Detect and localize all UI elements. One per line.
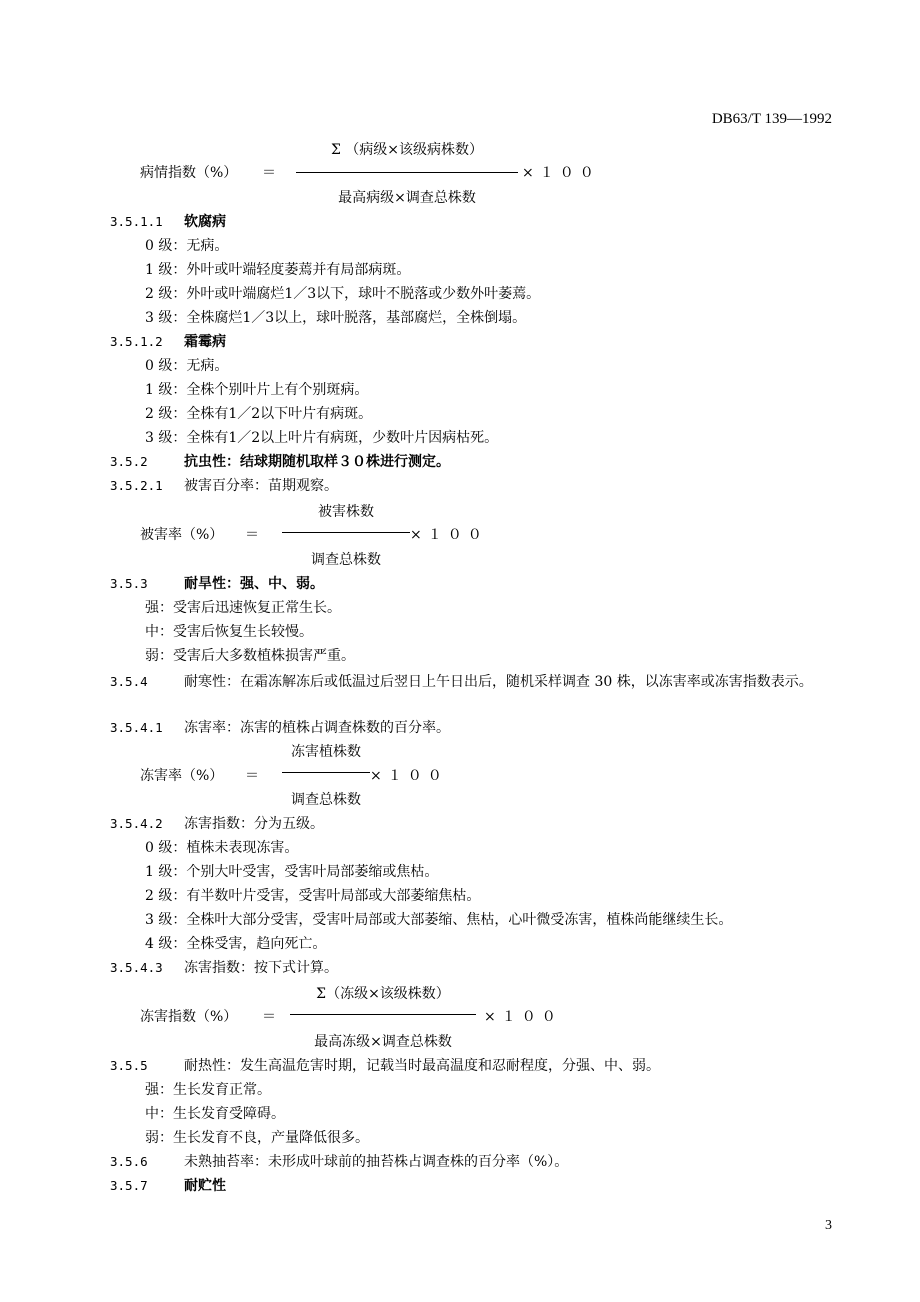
list-item: 3 级：全株腐烂1／3以上，球叶脱落，基部腐烂，全株倒塌。 <box>145 310 527 326</box>
formula-multiplier: ×１００ <box>370 768 448 784</box>
formula-multiplier: ×１００ <box>410 527 488 543</box>
list-item: 1 级：个别大叶受害，受害叶局部萎缩或焦枯。 <box>145 864 439 880</box>
list-item: 弱：受害后大多数植株损害严重。 <box>145 648 355 664</box>
formula-equals: ＝ <box>262 165 276 181</box>
list-item: 0 级：植株未表现冻害。 <box>145 840 299 856</box>
formula-label: 被害率（%） <box>140 527 224 543</box>
list-item: 3 级：全株叶大部分受害，受害叶局部或大部萎缩、焦枯，心叶微受冻害，植株尚能继续生长。 <box>145 912 733 928</box>
formula-equals: ＝ <box>262 1009 276 1025</box>
list-item: 1 级：全株个别叶片上有个别斑病。 <box>145 382 369 398</box>
list-item: 0 级：无病。 <box>145 238 229 254</box>
list-item: 弱：生长发育不良，产量降低很多。 <box>145 1130 369 1146</box>
list-item: 强：生长发育正常。 <box>145 1082 271 1098</box>
formula-equals: ＝ <box>245 768 259 784</box>
list-item: 2 级：全株有1／2以下叶片有病斑。 <box>145 406 373 422</box>
section-3-5-1-1: 3.5.1.1 软腐病 <box>110 214 226 230</box>
list-item: 2 级：外叶或叶端腐烂1／3以下，球叶不脱落或少数外叶萎蔫。 <box>145 286 541 302</box>
formula-label: 冻害指数（%） <box>140 1009 238 1025</box>
list-item: 强：受害后迅速恢复正常生长。 <box>145 600 341 616</box>
section-3-5-6: 3.5.6 未熟抽苔率：未形成叶球前的抽苔株占调查株的百分率（%）。 <box>110 1154 569 1170</box>
fraction-bar <box>296 172 518 173</box>
formula-multiplier: ×１００ <box>522 165 600 181</box>
list-item: 2 级：有半数叶片受害，受害叶局部或大部萎缩焦枯。 <box>145 888 481 904</box>
formula-numerator: Σ（冻级×该级株数） <box>316 986 450 1002</box>
formula-multiplier: ×１００ <box>484 1009 562 1025</box>
page-number: 3 <box>825 1218 832 1233</box>
fraction-bar <box>282 532 410 533</box>
formula-numerator: Σ （病级×该级病株数） <box>330 142 484 158</box>
section-3-5-4-1: 3.5.4.1 冻害率：冻害的植株占调查株数的百分率。 <box>110 720 450 736</box>
section-3-5-4-3: 3.5.4.3 冻害指数：按下式计算。 <box>110 960 338 976</box>
list-item: 中：生长发育受障碍。 <box>145 1106 285 1122</box>
formula-denominator: 调查总株数 <box>311 552 381 568</box>
list-item: 3 级：全株有1／2以上叶片有病斑，少数叶片因病枯死。 <box>145 430 499 446</box>
formula-label: 冻害率（%） <box>140 768 224 784</box>
section-3-5-3: 3.5.3 耐旱性：强、中、弱。 <box>110 576 324 592</box>
list-item: 4 级：全株受害，趋向死亡。 <box>145 936 327 952</box>
section-3-5-5: 3.5.5 耐热性：发生高温危害时期，记载当时最高温度和忍耐程度，分强、中、弱。 <box>110 1058 660 1074</box>
formula-denominator: 最高冻级×调查总株数 <box>314 1034 452 1050</box>
fraction-bar <box>282 772 370 773</box>
section-3-5-2: 3.5.2 抗虫性：结球期随机取样３０株进行测定。 <box>110 454 450 470</box>
list-item: 中：受害后恢复生长较慢。 <box>145 624 313 640</box>
formula-label: 病情指数（%） <box>140 165 238 181</box>
list-item: 0 级：无病。 <box>145 358 229 374</box>
formula-denominator: 调查总株数 <box>291 792 361 808</box>
fraction-bar <box>290 1014 476 1015</box>
standard-code: DB63/T 139—1992 <box>711 111 832 127</box>
list-item: 1 级：外叶或叶端轻度萎蔫并有局部病斑。 <box>145 262 411 278</box>
section-3-5-4-2: 3.5.4.2 冻害指数：分为五级。 <box>110 816 324 832</box>
formula-numerator: 冻害植株数 <box>291 744 361 760</box>
formula-numerator: 被害株数 <box>318 504 374 520</box>
section-3-5-2-1: 3.5.2.1 被害百分率：苗期观察。 <box>110 478 338 494</box>
formula-denominator: 最高病级×调查总株数 <box>338 190 476 206</box>
formula-equals: ＝ <box>245 527 259 543</box>
section-3-5-7: 3.5.7 耐贮性 <box>110 1178 226 1194</box>
section-3-5-1-2: 3.5.1.2 霜霉病 <box>110 334 226 350</box>
section-3-5-4: 3.5.4 耐寒性：在霜冻解冻后或低温过后翌日上午日出后，随机采样调查 30 株，以冻害率或冻害指数表示。 <box>110 674 813 690</box>
